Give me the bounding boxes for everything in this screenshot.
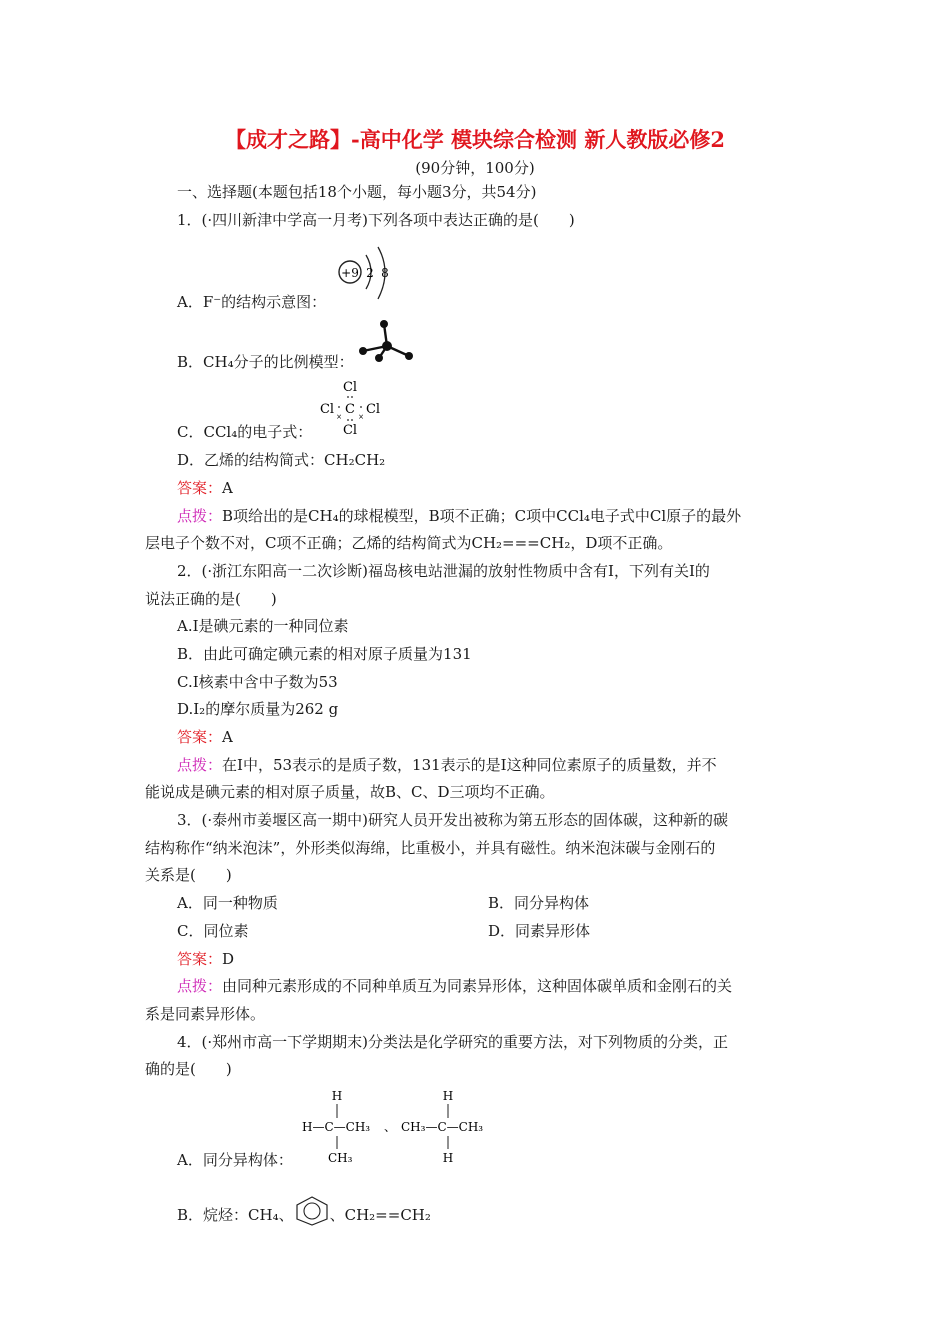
svg-text:C: C [345,402,355,417]
q3-answer: 答案：D [177,950,235,968]
q2-option-d: D.I₂的摩尔质量为262 g [177,700,339,718]
methane-ball-stick-model [357,318,419,366]
fluoride-ion-diagram [330,245,400,307]
svg-text:Cl: Cl [342,423,358,438]
q1-option-c: C．CCl₄的电子式： [177,423,313,441]
q2-option-a: A.I是碘元素的一种同位素 [177,617,349,635]
q2-option-b: B．由此可确定碘元素的相对原子质量为131 [177,645,472,663]
q1-option-b: B．CH₄分子的比例模型： [177,353,354,371]
q4-option-b: B．烷烃：CH₄、 、CH₂==CH₂ [177,1196,431,1226]
q1-option-a: A．F⁻的结构示意图： [177,293,327,311]
q3-option-b: B．同分异构体 [488,894,590,912]
q2-hint: 点拨：在I中，53表示的是质子数，131表示的是I这种同位素原子的质量数，并不 [177,756,717,774]
svg-text:H: H [442,1151,454,1165]
q3-hint-cont: 系是同素异形体。 [145,1005,266,1023]
q2-option-c: C.I核素中含中子数为53 [177,673,338,691]
svg-text:H—C—CH₃: H—C—CH₃ [302,1120,371,1134]
q1-option-d: D．乙烯的结构简式：CH₂CH₂ [177,451,386,469]
q3-stem-cont: 结构称作“纳米泡沫”，外形类似海绵，比重极小，并具有磁性。纳米泡沫碳与金刚石的 [145,839,716,857]
benzene-ring-icon [294,1196,330,1226]
q2-stem-cont: 说法正确的是( ) [145,590,277,608]
svg-text:Cl: Cl [365,402,381,417]
svg-text:CH₃—C—CH₃: CH₃—C—CH₃ [401,1120,484,1134]
svg-text:×: × [358,413,364,421]
q2-stem: 2．(·浙江东阳高一二次诊断)福岛核电站泄漏的放射性物质中含有I，下列有关I的 [177,562,710,580]
svg-text:H: H [442,1089,454,1103]
nucleus-charge: +9 [341,266,359,280]
svg-text:、: 、 [384,1120,397,1134]
svg-text:Cl: Cl [319,402,335,417]
q3-hint: 点拨：由同种元素形成的不同种单质互为同素异形体，这种固体碳单质和金刚石的关 [177,977,733,995]
svg-text:CH₃: CH₃ [328,1151,353,1165]
q3-stem: 3．(·泰州市姜堰区高一期中)研究人员开发出被称为第五形态的固体碳，这种新的碳 [177,811,729,829]
svg-text:Cl: Cl [342,380,358,395]
q4-stem: 4．(·郑州市高一下学期期末)分类法是化学研究的重要方法，对下列物质的分类，正 [177,1033,729,1051]
document-subtitle: (90分钟，100分) [415,159,535,177]
q4-option-a: A．同分异构体： [177,1151,293,1169]
q4-stem-cont: 确的是( ) [145,1060,232,1078]
q2-hint-cont: 能说成是碘元素的相对原子质量，故B、C、D三项均不正确。 [145,783,555,801]
q3-option-d: D．同素异形体 [488,922,591,940]
q3-stem-cont2: 关系是( ) [145,866,232,884]
shell-1-count: 2 [366,266,374,280]
q1-hint: 点拨：B项给出的是CH₄的球棍模型，B项不正确；C项中CCl₄电子式中Cl原子的最外 [177,507,742,525]
svg-text:×: × [336,413,342,421]
q3-option-c: C．同位素 [177,922,249,940]
section-heading: 一、选择题(本题包括18个小题，每小题3分，共54分) [177,183,537,201]
q1-hint-cont: 层电子个数不对，C项不正确；乙烯的结构简式为CH₂===CH₂，D项不正确。 [145,534,673,552]
document-title: 【成才之路】-高中化学 模块综合检测 新人教版必修2 [225,127,725,152]
shell-2-count: 8 [381,266,389,280]
q3-option-a: A．同一种物质 [177,894,278,912]
ccl4-electron-formula [312,377,386,439]
q1-answer: 答案：A [177,479,233,497]
isomer-structural-formulas [300,1085,500,1167]
svg-text:H: H [331,1089,343,1103]
q1-stem: 1．(·四川新津中学高一月考)下列各项中表达正确的是( ) [177,211,575,229]
q2-answer: 答案：A [177,728,233,746]
